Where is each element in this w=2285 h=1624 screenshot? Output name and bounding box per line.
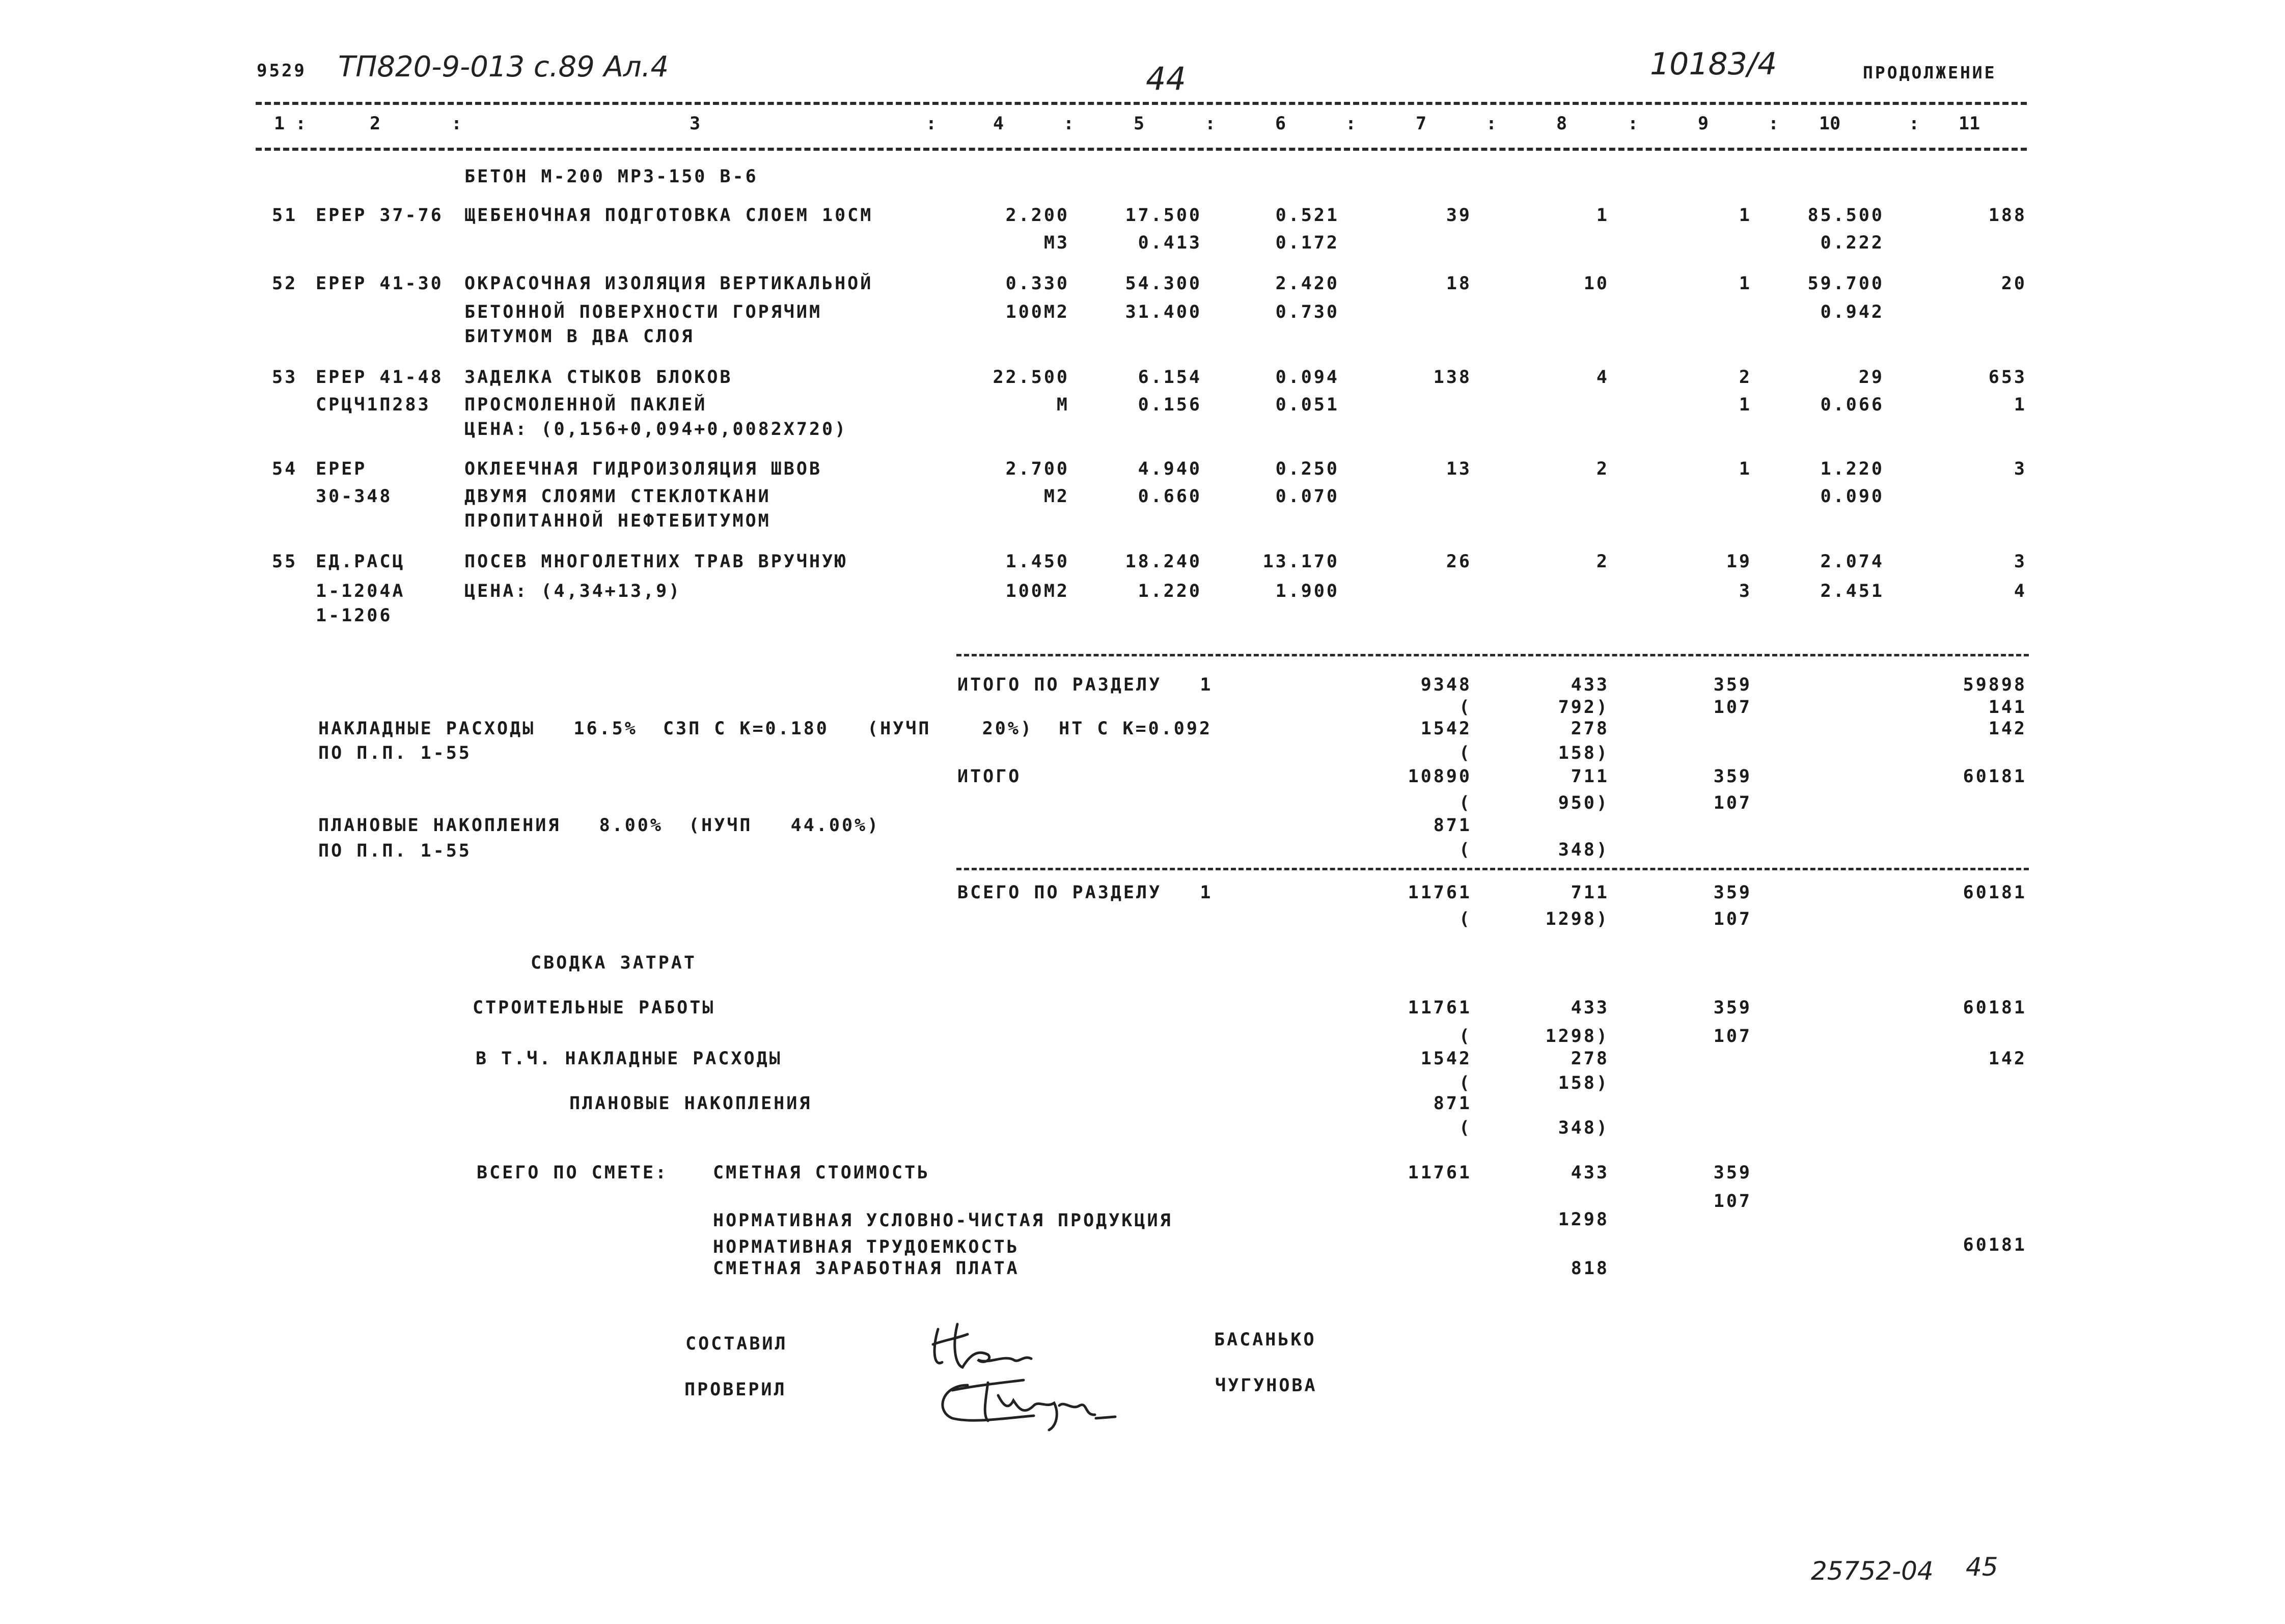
cell-c4: 2.700 xyxy=(1005,459,1069,479)
itogo-c9b: 107 xyxy=(1713,793,1752,813)
row-description: ЩЕБЕНОЧНАЯ ПОДГОТОВКА СЛОЕМ 10СМ xyxy=(464,205,873,226)
cell-c7: 13 xyxy=(1446,459,1472,479)
col-3: 3 xyxy=(690,114,701,134)
col-2: 2 xyxy=(370,114,381,134)
summary-planned-label: ПЛАНОВЫЕ НАКОПЛЕНИЯ xyxy=(569,1093,812,1114)
cell-c8: 10 xyxy=(1583,273,1609,294)
cell-c6b: 0.070 xyxy=(1275,486,1339,507)
incl-overhead-c11: 142 xyxy=(1988,1049,2027,1069)
cell-c4-unit: М xyxy=(1056,395,1069,415)
row-code: ЕРЕР 41-30 xyxy=(316,273,444,294)
labor-intensity-value: 60181 xyxy=(1963,1235,2027,1255)
cell-c5b: 0.413 xyxy=(1138,233,1202,253)
cell-c5: 17.500 xyxy=(1125,205,1202,226)
section-heading: БЕТОН М-200 МРЗ-150 В-6 xyxy=(464,167,758,187)
itogo-c7: 10890 xyxy=(1408,766,1472,787)
col-10: 10 xyxy=(1819,114,1841,134)
estimate-cost-c7: 11761 xyxy=(1408,1163,1472,1183)
cell-c8: 2 xyxy=(1596,459,1609,479)
row-code: ЕД.РАСЦ xyxy=(316,552,405,572)
left-code: 9529 xyxy=(257,61,307,81)
col-1: 1 xyxy=(274,114,285,134)
row-description: БЕТОННОЙ ПОВЕРХНОСТИ ГОРЯЧИМ xyxy=(464,302,822,322)
cell-c11b: 4 xyxy=(2014,581,2027,601)
summary-planned-c7: 871 xyxy=(1433,1093,1472,1114)
row-code: ЕРЕР xyxy=(316,459,367,479)
sheet-number: 45 xyxy=(1966,1552,1998,1582)
overhead-c11: 142 xyxy=(1988,719,2027,739)
cell-c11b: 1 xyxy=(2014,395,2027,415)
cell-c10b: 0.222 xyxy=(1820,233,1884,253)
col-5: 5 xyxy=(1134,114,1145,134)
overhead-c7: 1542 xyxy=(1420,719,1472,739)
row-code: ЕРЕР 37-76 xyxy=(316,205,444,226)
cell-c9b: 3 xyxy=(1739,581,1752,601)
cell-c5: 6.154 xyxy=(1138,367,1202,388)
cell-c9: 2 xyxy=(1739,367,1752,388)
checked-signature xyxy=(932,1370,1125,1436)
cell-c4-unit: 100М2 xyxy=(1005,581,1069,601)
cell-c10: 29 xyxy=(1858,367,1884,388)
cell-c5: 4.940 xyxy=(1138,459,1202,479)
incl-overhead-c8: 278 xyxy=(1571,1049,1609,1069)
construction-c8b: 1298) xyxy=(1545,1026,1609,1047)
total-c11b: 141 xyxy=(1988,697,2027,718)
incl-overhead-c7b: ( xyxy=(1458,1073,1472,1093)
archive-number: 25752-04 xyxy=(1811,1556,1934,1586)
cell-c6: 13.170 xyxy=(1262,552,1339,572)
incl-overhead-label: В Т.Ч. НАКЛАДНЫЕ РАСХОДЫ xyxy=(476,1049,782,1069)
row-code: ЕРЕР 41-48 xyxy=(316,367,444,388)
row-description: БИТУМОМ В ДВА СЛОЯ xyxy=(464,326,695,347)
document-reference: ТП820-9-013 с.89 Ал.4 xyxy=(338,50,669,84)
summary-planned-c8b: 348) xyxy=(1558,1118,1609,1138)
cell-c9: 1 xyxy=(1739,459,1752,479)
itogo-c8: 711 xyxy=(1571,766,1609,787)
cell-c11: 188 xyxy=(1988,205,2027,226)
estimate-cost-c9b: 107 xyxy=(1713,1191,1752,1212)
total-c9: 359 xyxy=(1713,675,1752,695)
header-bottom-rule xyxy=(256,148,2027,151)
itogo-c9: 359 xyxy=(1713,766,1752,787)
cell-c6: 0.250 xyxy=(1275,459,1339,479)
cell-c5b: 0.156 xyxy=(1138,395,1202,415)
totals-rule xyxy=(956,654,2029,656)
cell-c9: 1 xyxy=(1739,273,1752,294)
estimate-cost-c8: 433 xyxy=(1571,1163,1609,1183)
col-sep: : xyxy=(1205,114,1216,134)
cell-c4: 0.330 xyxy=(1005,273,1069,294)
cell-c6b: 1.900 xyxy=(1275,581,1339,601)
cell-c6: 2.420 xyxy=(1275,273,1339,294)
col-sep: : xyxy=(1486,114,1497,134)
cell-c5b: 31.400 xyxy=(1125,302,1202,322)
cell-c6b: 0.051 xyxy=(1275,395,1339,415)
vsego-c9: 359 xyxy=(1713,883,1752,903)
cell-c10: 2.074 xyxy=(1820,552,1884,572)
overhead-label: НАКЛАДНЫЕ РАСХОДЫ 16.5% СЗП С К=0.180 (НУЧП 20%) НТ С К=0.092 xyxy=(318,719,1213,739)
col-7: 7 xyxy=(1416,114,1427,134)
cell-c7: 18 xyxy=(1446,273,1472,294)
row-number: 52 xyxy=(272,273,298,294)
cell-c10b: 2.451 xyxy=(1820,581,1884,601)
row-description: ПРОПИТАННОЙ НЕФТЕБИТУМОМ xyxy=(464,511,771,531)
cell-c4-unit: М2 xyxy=(1043,486,1069,507)
cell-c8: 4 xyxy=(1596,367,1609,388)
cell-c6: 0.521 xyxy=(1275,205,1339,226)
page-number: 44 xyxy=(1146,60,1186,97)
cell-c4: 22.500 xyxy=(993,367,1069,388)
col-sep: : xyxy=(926,114,937,134)
overhead-c7b: ( xyxy=(1458,743,1472,763)
total-c8: 433 xyxy=(1571,675,1609,695)
estimate-total-label: ВСЕГО ПО СМЕТЕ: xyxy=(477,1163,669,1183)
col-sep: : xyxy=(1909,114,1920,134)
cell-c11: 3 xyxy=(2014,552,2027,572)
vsego-c8: 711 xyxy=(1571,883,1609,903)
row-description: ПОСЕВ МНОГОЛЕТНИХ ТРАВ ВРУЧНУЮ xyxy=(464,552,848,572)
construction-c7b: ( xyxy=(1458,1026,1472,1047)
cell-c4-unit: М3 xyxy=(1043,233,1069,253)
row-code: 1-1204А xyxy=(316,581,405,601)
row-description: ЗАДЕЛКА СТЫКОВ БЛОКОВ xyxy=(464,367,733,388)
row-description: ПРОСМОЛЕННОЙ ПАКЛЕЙ xyxy=(464,395,707,415)
cell-c11: 653 xyxy=(1988,367,2027,388)
cell-c9: 19 xyxy=(1726,552,1752,572)
total-c11: 59898 xyxy=(1963,675,2027,695)
col-sep: : xyxy=(1768,114,1779,134)
row-number: 51 xyxy=(272,205,298,226)
row-description: ОКЛЕЕЧНАЯ ГИДРОИЗОЛЯЦИЯ ШВОВ xyxy=(464,459,822,479)
overhead-c8: 278 xyxy=(1571,719,1609,739)
row-number: 53 xyxy=(272,367,298,388)
compiled-name: БАСАНЬКО xyxy=(1214,1330,1316,1350)
cell-c5: 54.300 xyxy=(1125,273,1202,294)
construction-c8: 433 xyxy=(1571,998,1609,1018)
row-number: 54 xyxy=(272,459,298,479)
salary-value: 818 xyxy=(1571,1258,1609,1279)
cell-c10b: 0.090 xyxy=(1820,486,1884,507)
vsego-c11: 60181 xyxy=(1963,883,2027,903)
header-top-rule xyxy=(256,102,2027,105)
planned-range: ПО П.П. 1-55 xyxy=(318,841,472,861)
cell-c5b: 0.660 xyxy=(1138,486,1202,507)
col-sep: : xyxy=(1345,114,1357,134)
construction-c9b: 107 xyxy=(1713,1026,1752,1047)
col-11: 11 xyxy=(1959,114,1980,134)
cell-c6b: 0.172 xyxy=(1275,233,1339,253)
incl-overhead-c8b: 158) xyxy=(1558,1073,1609,1093)
itogo-c8b: 950) xyxy=(1558,793,1609,813)
col-sep: : xyxy=(451,114,462,134)
cell-c8: 1 xyxy=(1596,205,1609,226)
itogo-label: ИТОГО xyxy=(957,766,1022,787)
row-description: ОКРАСОЧНАЯ ИЗОЛЯЦИЯ ВЕРТИКАЛЬНОЙ xyxy=(464,273,873,294)
net-product-value: 1298 xyxy=(1558,1209,1609,1230)
cell-c4: 1.450 xyxy=(1005,552,1069,572)
row-number: 55 xyxy=(272,552,298,572)
cell-c6b: 0.730 xyxy=(1275,302,1339,322)
planned-c8b: 348) xyxy=(1558,840,1609,860)
col-6: 6 xyxy=(1275,114,1286,134)
cell-c10b: 0.066 xyxy=(1820,395,1884,415)
planned-label: ПЛАНОВЫЕ НАКОПЛЕНИЯ 8.00% (НУЧП 44.00%) xyxy=(318,815,880,836)
total-c9b: 107 xyxy=(1713,697,1752,718)
cell-c6: 0.094 xyxy=(1275,367,1339,388)
vsego-c7: 11761 xyxy=(1408,883,1472,903)
total-c7b: ( xyxy=(1458,697,1472,718)
col-sep: : xyxy=(295,114,307,134)
row-description: ЦЕНА: (4,34+13,9) xyxy=(464,581,682,601)
continuation-label: ПРОДОЛЖЕНИЕ xyxy=(1863,63,1997,82)
col-9: 9 xyxy=(1698,114,1709,134)
estimate-cost-label: СМЕТНАЯ СТОИМОСТЬ xyxy=(713,1163,930,1183)
planned-c7b: ( xyxy=(1458,840,1472,860)
cell-c7: 39 xyxy=(1446,205,1472,226)
cell-c8: 2 xyxy=(1596,552,1609,572)
itogo-c7b: ( xyxy=(1458,793,1472,813)
construction-label: СТРОИТЕЛЬНЫЕ РАБОТЫ xyxy=(473,998,715,1018)
planned-c7: 871 xyxy=(1433,815,1472,836)
cell-c10: 59.700 xyxy=(1807,273,1884,294)
vsego-c8b: 1298) xyxy=(1545,909,1609,929)
construction-c7: 11761 xyxy=(1408,998,1472,1018)
salary-label: СМЕТНАЯ ЗАРАБОТНАЯ ПЛАТА xyxy=(713,1258,1020,1279)
right-reference: 10183/4 xyxy=(1650,46,1777,82)
cell-c5b: 1.220 xyxy=(1138,581,1202,601)
cell-c7: 26 xyxy=(1446,552,1472,572)
itogo-razdel-label: ИТОГО ПО РАЗДЕЛУ 1 xyxy=(957,675,1213,695)
incl-overhead-c7: 1542 xyxy=(1420,1049,1472,1069)
summary-title: СВОДКА ЗАТРАТ xyxy=(531,953,697,973)
total-c8b: 792) xyxy=(1558,697,1609,718)
construction-c11: 60181 xyxy=(1963,998,2027,1018)
checked-name: ЧУГУНОВА xyxy=(1215,1375,1317,1396)
labor-intensity-label: НОРМАТИВНАЯ ТРУДОЕМКОСТЬ xyxy=(713,1237,1020,1257)
row-code: СРЦЧ1П283 xyxy=(316,395,431,415)
cell-c9b: 1 xyxy=(1739,395,1752,415)
itogo-c11: 60181 xyxy=(1963,766,2027,787)
overhead-c8b: 158) xyxy=(1558,743,1609,763)
cell-c11: 20 xyxy=(2001,273,2027,294)
cell-c5: 18.240 xyxy=(1125,552,1202,572)
net-product-label: НОРМАТИВНАЯ УСЛОВНО-ЧИСТАЯ ПРОДУКЦИЯ xyxy=(713,1210,1173,1231)
row-code: 1-1206 xyxy=(316,605,393,626)
row-description: ЦЕНА: (0,156+0,094+0,0082X720) xyxy=(464,419,848,439)
cell-c4: 2.200 xyxy=(1005,205,1069,226)
estimate-cost-c9: 359 xyxy=(1713,1163,1752,1183)
cell-c10: 85.500 xyxy=(1807,205,1884,226)
vsego-razdel-label: ВСЕГО ПО РАЗДЕЛУ 1 xyxy=(957,883,1213,903)
cell-c4-unit: 100М2 xyxy=(1005,302,1069,322)
cell-c7: 138 xyxy=(1433,367,1472,388)
cell-c11: 3 xyxy=(2014,459,2027,479)
checked-label: ПРОВЕРИЛ xyxy=(684,1380,787,1400)
vsego-c9b: 107 xyxy=(1713,909,1752,929)
construction-c9: 359 xyxy=(1713,998,1752,1018)
total-c7: 9348 xyxy=(1420,675,1472,695)
cell-c10b: 0.942 xyxy=(1820,302,1884,322)
compiled-signature xyxy=(927,1319,1049,1375)
col-4: 4 xyxy=(993,114,1004,134)
col-8: 8 xyxy=(1556,114,1567,134)
vsego-c7b: ( xyxy=(1458,909,1472,929)
overhead-range: ПО П.П. 1-55 xyxy=(318,743,472,763)
row-code: 30-348 xyxy=(316,486,393,507)
col-sep: : xyxy=(1628,114,1639,134)
vsego-rule xyxy=(956,868,2029,870)
row-description: ДВУМЯ СЛОЯМИ СТЕКЛОТКАНИ xyxy=(464,486,771,507)
summary-planned-c7b: ( xyxy=(1458,1118,1472,1138)
cell-c9: 1 xyxy=(1739,205,1752,226)
cell-c10: 1.220 xyxy=(1820,459,1884,479)
col-sep: : xyxy=(1063,114,1075,134)
compiled-label: СОСТАВИЛ xyxy=(685,1334,788,1354)
